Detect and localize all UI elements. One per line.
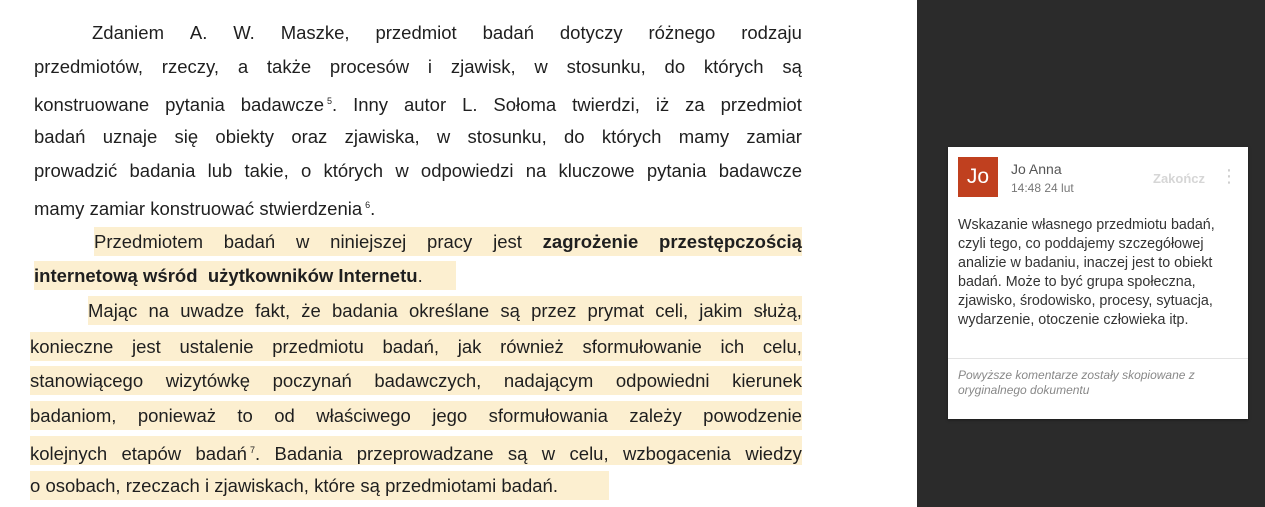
bold-word: przestępczością <box>659 231 802 252</box>
word: uznaje <box>102 126 158 147</box>
word: powodzenie <box>703 405 802 426</box>
punctuation: . <box>332 94 338 115</box>
word: przedmiot <box>375 22 457 43</box>
word: także <box>266 56 312 77</box>
word: pracy <box>427 231 473 252</box>
comment-text: Wskazanie własnego przedmiotu badań, czyli tego, co poddajemy szczegółowej analizie w badaniu, inaczej jest to obiekt badań. Może to być grupa społeczna, zjawisko, środowisko, procesy, sytuacja, wydarzenie, otoczenie człowieka itp. <box>958 217 1215 328</box>
footnote-ref[interactable]: 6 <box>365 200 371 210</box>
word: Badania <box>274 443 343 464</box>
highlighted-line[interactable] <box>88 296 802 325</box>
word: są <box>507 443 528 464</box>
word: są <box>360 475 380 496</box>
word: na <box>525 160 547 181</box>
word: w <box>541 443 556 464</box>
word: badawcze <box>240 94 324 115</box>
word: pytania <box>165 94 225 115</box>
word: które <box>314 475 356 496</box>
word: fakt, <box>255 300 291 321</box>
word: są <box>782 56 802 77</box>
word: zależy <box>629 405 682 426</box>
word: to <box>237 405 253 426</box>
word: sformułowanie <box>582 336 702 357</box>
highlighted-line[interactable] <box>94 227 802 256</box>
word: prymat <box>587 300 645 321</box>
document-line <box>34 122 802 151</box>
word: iż <box>655 94 670 115</box>
word: A. <box>189 22 208 43</box>
word: Mając <box>88 300 138 321</box>
word: o <box>300 160 312 181</box>
word: których <box>601 126 662 147</box>
word: twierdzi, <box>572 94 640 115</box>
word: ponieważ <box>137 405 216 426</box>
word: stosunku, <box>566 56 646 77</box>
word: ustalenie <box>179 336 254 357</box>
word: zjawisk, <box>450 56 516 77</box>
word: celi, <box>655 300 689 321</box>
word: badania <box>332 300 398 321</box>
word: celu, <box>762 336 802 357</box>
word: kolejnych <box>30 443 108 464</box>
bold-word: zagrożenie <box>542 231 639 252</box>
highlighted-line[interactable] <box>34 261 456 290</box>
word: W. <box>233 22 255 43</box>
bold-word: użytkowników <box>207 265 334 286</box>
word: w <box>534 56 548 77</box>
word: badań <box>34 126 86 147</box>
word: Sołoma <box>493 94 557 115</box>
word: których <box>323 160 384 181</box>
word: w <box>436 126 451 147</box>
word: w <box>296 231 310 252</box>
word: poczynań <box>272 370 352 391</box>
highlighted-line[interactable] <box>30 332 802 361</box>
comment-author: Jo Anna <box>1011 161 1062 177</box>
word: przedmiot <box>720 94 802 115</box>
word: wzbogacenia <box>622 443 731 464</box>
word: są <box>500 300 520 321</box>
document-line <box>34 191 802 220</box>
highlighted-line[interactable] <box>30 436 802 465</box>
word: zamiar <box>746 126 802 147</box>
word-with-footnote <box>259 191 375 223</box>
bold-word: wśród <box>143 265 198 286</box>
document-line <box>34 18 802 47</box>
comment-timestamp[interactable]: 14:48 24 lut <box>1011 181 1074 195</box>
word: przez <box>531 300 577 321</box>
word: obiekty <box>215 126 275 147</box>
comment-footnote: Powyższe komentarze zostały skopiowane z oryginalnego dokumentu <box>958 368 1195 397</box>
word: celu, <box>569 443 609 464</box>
word: jakim <box>699 300 743 321</box>
word: badań <box>195 443 247 464</box>
word: wiedzy <box>745 443 802 464</box>
word: których <box>703 56 764 77</box>
word: L. <box>462 94 478 115</box>
word: służą, <box>753 300 802 321</box>
word: przedmiotów, <box>34 56 143 77</box>
word: określane <box>409 300 490 321</box>
divider <box>948 358 1248 359</box>
word: rzeczy, <box>161 56 220 77</box>
word: uwadze <box>180 300 245 321</box>
word: przedmiotu <box>272 336 364 357</box>
document-line <box>34 87 802 116</box>
word: mamy <box>678 126 730 147</box>
bold-phrase-end <box>208 261 423 290</box>
word: za <box>685 94 705 115</box>
bold-word: Internetu <box>338 265 418 286</box>
word: jak <box>457 336 482 357</box>
word: jest <box>493 231 522 252</box>
word: stosunku, <box>467 126 547 147</box>
word: jest <box>132 336 161 357</box>
word: badawczych, <box>374 370 482 391</box>
punctuation: . <box>417 265 423 286</box>
word: że <box>301 300 321 321</box>
word: badań. <box>501 475 558 496</box>
word: i <box>427 56 433 77</box>
word: oraz <box>291 126 328 147</box>
word: zjawiska, <box>344 126 420 147</box>
word-with-footnote <box>241 87 337 119</box>
word: autor <box>403 94 447 115</box>
word: konstruowane <box>34 94 150 115</box>
word: różnego <box>648 22 716 43</box>
word: niniejszej <box>330 231 407 252</box>
word: w <box>395 160 409 181</box>
bold-word: internetową <box>34 265 138 286</box>
word-with-footnote <box>196 436 261 468</box>
word: nadającym <box>503 370 594 391</box>
word: i <box>204 475 210 496</box>
word: badania <box>129 160 196 181</box>
word: ich <box>720 336 745 357</box>
word: badań, <box>382 336 440 357</box>
word: odpowiedni <box>615 370 710 391</box>
word: kierunek <box>732 370 802 391</box>
word: etapów <box>121 443 182 464</box>
word: się <box>174 126 199 147</box>
word: przeprowadzane <box>356 443 494 464</box>
footnote-ref[interactable]: 5 <box>327 96 333 106</box>
highlighted-line[interactable] <box>30 471 609 500</box>
word: kluczowe <box>558 160 635 181</box>
document-line <box>34 156 802 185</box>
footnote-ref[interactable]: 7 <box>249 445 255 455</box>
more-options-icon[interactable]: ⋮ <box>1220 166 1238 186</box>
word: lub <box>207 160 233 181</box>
word: stwierdzenia <box>259 198 363 219</box>
word: badań <box>482 22 535 43</box>
punctuation: . <box>254 443 261 464</box>
word: sformułowania <box>488 405 608 426</box>
highlighted-line[interactable] <box>30 401 802 430</box>
word: właściwego <box>316 405 411 426</box>
word: od <box>274 405 295 426</box>
word: jego <box>432 405 468 426</box>
word: a <box>237 56 249 77</box>
word: Inny <box>353 94 389 115</box>
word: zjawiskach, <box>214 475 309 496</box>
word: odpowiedzi <box>420 160 514 181</box>
word: konstruować <box>150 198 255 219</box>
word: pytania <box>646 160 707 181</box>
word: prowadzić <box>34 160 118 181</box>
word: dotyczy <box>559 22 623 43</box>
word: do <box>564 126 585 147</box>
word: wizytówkę <box>165 370 251 391</box>
word: również <box>500 336 564 357</box>
word: konieczne <box>30 336 114 357</box>
word: stanowiącego <box>30 370 144 391</box>
word: badaniom, <box>30 405 117 426</box>
avatar: Jo <box>958 157 998 197</box>
word: badań <box>223 231 276 252</box>
word: na <box>148 300 170 321</box>
document-line <box>34 52 802 81</box>
word: rodzaju <box>741 22 802 43</box>
word: przedmiotami <box>385 475 497 496</box>
word: osobach, <box>45 475 121 496</box>
resolve-button[interactable]: Zakończ <box>1153 171 1206 186</box>
word: o <box>30 475 41 496</box>
word: takie, <box>244 160 289 181</box>
word: Przedmiotem <box>94 231 203 252</box>
comment-card[interactable] <box>948 147 1248 419</box>
word: mamy <box>34 198 85 219</box>
word: procesów <box>329 56 410 77</box>
highlighted-line[interactable] <box>30 366 802 395</box>
word: badawcze <box>718 160 802 181</box>
punctuation: . <box>370 198 376 219</box>
word: rzeczach <box>125 475 200 496</box>
word: Maszke, <box>280 22 350 43</box>
word: do <box>664 56 686 77</box>
word: zamiar <box>89 198 146 219</box>
word: Zdaniem <box>92 22 164 43</box>
